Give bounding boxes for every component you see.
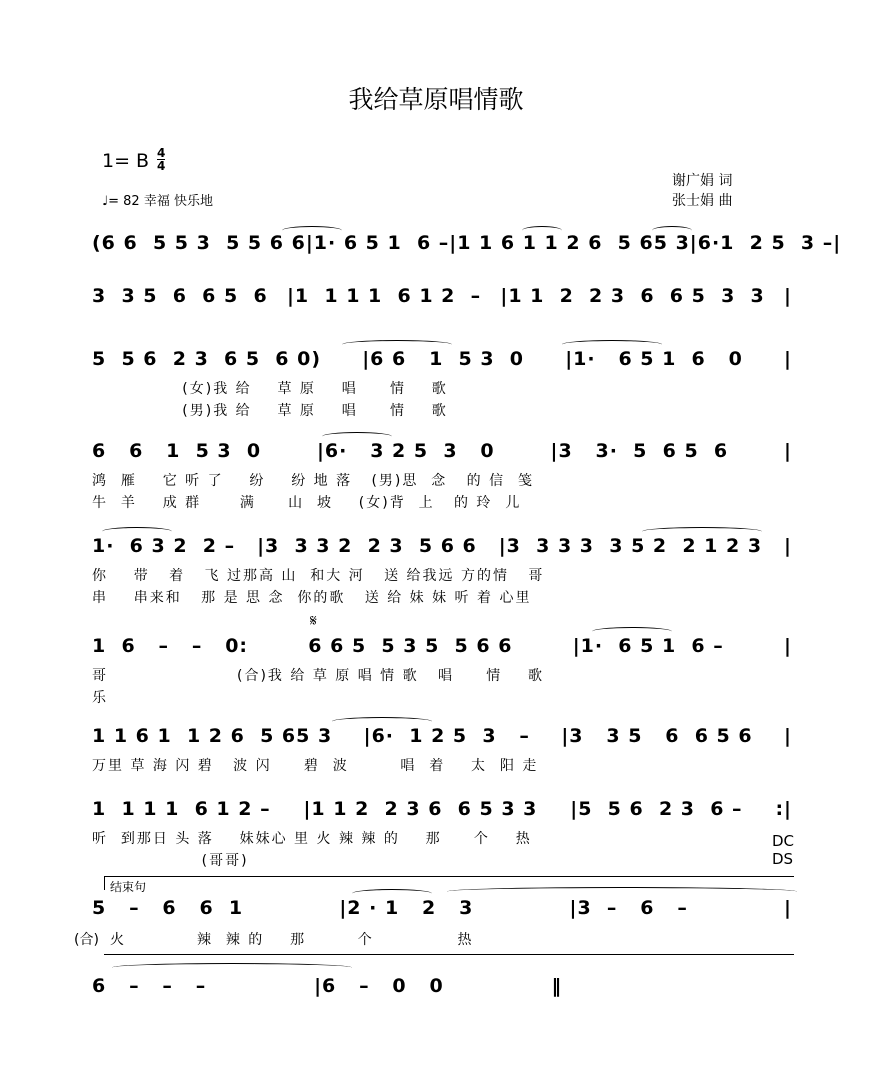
notes-row-1 xyxy=(92,232,842,254)
score-row-8 xyxy=(92,798,795,869)
composer-credit: 张士娟 曲 xyxy=(672,193,733,209)
score-row-5 xyxy=(92,535,792,606)
notes-row-7 xyxy=(92,725,792,747)
notes-row-6 xyxy=(92,635,792,657)
notes-row-10 xyxy=(92,975,562,997)
measure: 6 – – – xyxy=(92,975,207,997)
measure: 1· 6 3 2 2 – xyxy=(92,535,236,557)
measure: |6· 1 2 5 3 – xyxy=(363,725,530,747)
measure: |1 1 6 1 1 2 6 5 65 3 xyxy=(449,232,690,254)
meter-bottom: 4 xyxy=(157,159,166,173)
notes-row-9 xyxy=(92,897,792,919)
lyric-line: 牛 羊 成 群 满 山 坡 (女)背 上 的 玲 儿 xyxy=(92,495,522,511)
slur xyxy=(642,527,762,536)
lyric-line: (男)我 给 草 原 唱 情 歌 xyxy=(92,403,448,419)
barline: | xyxy=(784,348,792,370)
score-row-4 xyxy=(92,440,792,511)
key-signature: 1= B xyxy=(102,150,150,172)
meter-top: 4 xyxy=(157,146,166,160)
slur xyxy=(352,889,432,898)
score-row-6 xyxy=(92,611,792,706)
segno-icon: 𝄋 xyxy=(310,611,317,630)
slur xyxy=(342,340,452,349)
time-signature xyxy=(157,147,165,172)
slur xyxy=(562,340,662,349)
final-barline: ‖ xyxy=(551,975,562,997)
tutti-mark: (合) xyxy=(74,932,99,948)
measure: |5 5 6 2 3 6 – xyxy=(570,798,743,820)
slur xyxy=(322,432,392,441)
measure: |3 3 5 6 6 5 6 xyxy=(561,725,753,747)
notes-row-4 xyxy=(92,440,792,462)
measure: 6 6 1 5 3 0 xyxy=(92,440,262,462)
da-capo-mark: DC xyxy=(772,832,795,850)
measure: 1 1 6 1 1 2 6 5 65 3 xyxy=(92,725,333,747)
lyric-line: 乐 xyxy=(92,690,108,706)
notes-row-2 xyxy=(92,285,792,307)
measure: |6 6 1 5 3 0 xyxy=(362,348,525,370)
measure: |6· 3 2 5 3 0 xyxy=(316,440,495,462)
measure: (6 6 5 5 3 5 5 6 6 xyxy=(92,232,306,254)
system-divider xyxy=(104,954,794,955)
slur xyxy=(282,226,342,235)
measure: |3 3 3 3 3 5 2 2 1 2 3 xyxy=(498,535,763,557)
score-row-1 xyxy=(92,232,842,292)
measure: |6 – 0 0 xyxy=(314,975,444,997)
measure: |1 1 2 2 3 6 6 5 3 3 xyxy=(500,285,765,307)
measure: |1· 6 5 1 6 – xyxy=(305,232,450,254)
measure: 1 6 – – 0: xyxy=(92,635,249,657)
measure: |3 3· 5 6 5 6 xyxy=(550,440,729,462)
measure: |3 3 3 2 2 3 5 6 6 xyxy=(257,535,477,557)
tempo-marking: ♩= 82 幸福 快乐地 xyxy=(102,194,213,209)
slur xyxy=(592,627,672,636)
lyric-line: 听 到那日 头 落 妹妹心 里 火 辣 辣 的 那 个 热 xyxy=(92,831,532,847)
barline: | xyxy=(784,725,792,747)
lyric-line: (哥哥) xyxy=(92,853,249,869)
measure: 3 3 5 6 6 5 6 xyxy=(92,285,268,307)
measure: |3 – 6 – xyxy=(569,897,688,919)
lyricist-credit: 谢广娟 词 xyxy=(672,173,733,189)
lyric-line: (女)我 给 草 原 唱 情 歌 xyxy=(92,381,448,397)
measure: |1 1 2 2 3 6 6 5 3 3 xyxy=(303,798,538,820)
measure: 5 – 6 6 1 xyxy=(92,897,244,919)
slur xyxy=(102,527,172,536)
lyric-line: 鸿 雁 它 听 了 纷 纷 地 落 (男)思 念 的 信 笺 xyxy=(92,473,534,489)
score-row-9 xyxy=(74,897,792,957)
measure: 6 6 5 5 3 5 5 6 6 xyxy=(308,635,513,657)
score-row-2 xyxy=(92,285,792,345)
slur xyxy=(332,717,432,726)
measure: 5 5 6 2 3 6 5 6 0) xyxy=(92,348,322,370)
notes-row-5 xyxy=(92,535,792,557)
measure: |6·1 2 5 3 – xyxy=(689,232,834,254)
slur xyxy=(112,963,352,972)
notes-row-3 xyxy=(92,348,792,370)
notes-row-8 xyxy=(92,798,792,820)
ending-label: 结束句 xyxy=(110,880,147,894)
ending-bracket-line xyxy=(104,876,794,877)
measure: |2 · 1 2 3 xyxy=(339,897,474,919)
barline: | xyxy=(784,440,792,462)
slur xyxy=(447,887,797,896)
measure: |1 1 1 1 6 1 2 – xyxy=(286,285,482,307)
barline: | xyxy=(784,535,792,557)
score-row-3 xyxy=(92,348,792,419)
repeat-barline: :| xyxy=(775,798,792,820)
measure: |1· 6 5 1 6 – xyxy=(572,635,724,657)
lyric-line: 你 带 着 飞 过那高 山 和大 河 送 给我远 方的情 哥 xyxy=(92,568,545,584)
page-title: 我给草原唱情歌 xyxy=(348,85,524,114)
barline: | xyxy=(784,285,792,307)
barline: | xyxy=(784,897,792,919)
lyric-line: 哥 (合)我 给 草 原 唱 情 歌 唱 情 歌 xyxy=(92,668,545,684)
ending-bracket-tick xyxy=(104,876,105,890)
lyric-line: 串 串来和 那 是 思 念 你的歌 送 给 妹 妹 听 着 心里 xyxy=(92,590,532,606)
lyric-line: 火 辣 辣 的 那 个 热 xyxy=(110,932,474,948)
barline: | xyxy=(833,232,842,254)
slur xyxy=(652,226,692,235)
lyric-line: 万里 草 海 闪 碧 波 闪 碧 波 唱 着 太 阳 走 xyxy=(92,758,539,774)
measure: 1 1 1 1 6 1 2 – xyxy=(92,798,271,820)
measure: |1· 6 5 1 6 0 xyxy=(565,348,743,370)
score-row-10 xyxy=(92,975,562,1035)
slur xyxy=(522,226,562,235)
dal-segno-mark: DS xyxy=(772,850,794,868)
barline: | xyxy=(784,635,792,657)
score-row-7 xyxy=(92,725,792,785)
